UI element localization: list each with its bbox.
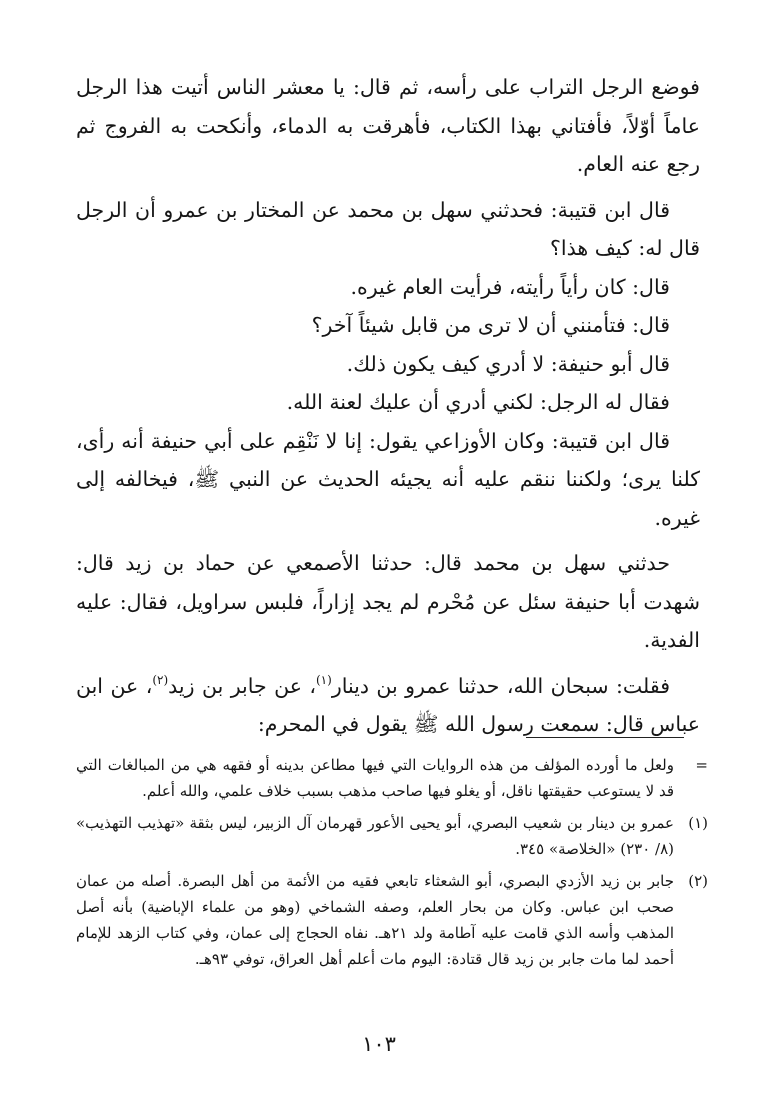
footnote-continued <box>76 752 708 804</box>
footnote-2 <box>76 868 708 972</box>
paragraph: فقال له الرجل: لكني أدري أن عليك لعنة الله. <box>286 390 670 414</box>
main-text <box>76 68 700 744</box>
paragraph-text: ، عن ابن عباس قال: سمعت رسول الله ﷺ يقول في المحرم: <box>76 673 700 736</box>
footnote-ref-2[interactable]: (٢) <box>152 672 169 687</box>
footnote-mark: (١) <box>688 814 708 832</box>
paragraph: قال ابن قتيبة: وكان الأوزاعي يقول: إنا لا نَنْقِم على أبي حنيفة أنه رأى، كلنا يرى؛ ولكننا ننقم عليه أنه يجيئه الحديث عن النبي ﷺ، فيخالفه إلى غيره. <box>76 428 700 530</box>
paragraph-text: فقلت: سبحان الله، حدثنا عمرو بن دينار <box>331 673 670 698</box>
paragraph: قال: كان رأياً رأيته، فرأيت العام غيره. <box>350 274 670 299</box>
paragraph: فوضع الرجل التراب على رأسه، ثم قال: يا معشر الناس أتيت هذا الرجل عاماً أوّلاً، فأفتاني بهذا الكتاب، فأهرقت به الدماء، وأنكحت به الفروج ثم رجع عنه العام. <box>76 75 700 176</box>
footnote-mark: = <box>695 756 708 774</box>
footnote-separator <box>526 737 684 738</box>
paragraph: حدثني سهل بن محمد قال: حدثنا الأصمعي عن حماد بن زيد قال: شهدت أبا حنيفة سئل عن مُحْرم لم يجد إزاراً، فلبس سراويل، فقال: عليه الفدية. <box>76 551 700 652</box>
paragraph: قال ابن قتيبة: فحدثني سهل بن محمد عن المختار بن عمرو أن الرجل قال له: كيف هذا؟ <box>76 197 700 260</box>
footnote-1 <box>76 810 708 862</box>
footnotes <box>76 752 708 978</box>
paragraph-text: ، عن جابر بن زيد <box>168 673 316 698</box>
paragraph: قال: فتأمنني أن لا ترى من قابل شيئاً آخر؟ <box>311 313 670 337</box>
footnote-text: ولعل ما أورده المؤلف من هذه الروايات التي فيها مطاعن بدينه أو فقهه هي من المبالغات التي قد لا يستوعب حقيقتها ناقل، أو يغلو فيها صاحب مذهب بسبب خلاف علمي، والله أعلم. <box>76 756 674 800</box>
page-number: ١٠٣ <box>362 1032 396 1056</box>
footnote-mark: (٢) <box>688 872 708 890</box>
paragraph: قال أبو حنيفة: لا أدري كيف يكون ذلك. <box>346 351 670 376</box>
footnote-text: جابر بن زيد الأزدي البصري، أبو الشعثاء تابعي فقيه من الأئمة من أهل البصرة. أصله من عمان صحب ابن عباس. وكان من بحار العلم، وصفه الشماخي (وهو من علماء الإباضية) بأنه أصل المذهب وأسه الذي قامت عليه آطامة ولد ٢١هـ. نفاه الحجاج إلى عمان، وفي كتاب الزهد للإمام أحمد لما مات جابر بن زيد قال قتادة: اليوم مات أعلم أهل العراق، توفي ٩٣هـ. <box>76 872 674 968</box>
paragraph <box>76 667 700 744</box>
footnote-ref-1[interactable]: (١) <box>315 672 332 687</box>
footnote-text: عمرو بن دينار بن شعيب البصري، أبو يحيى الأعور قهرمان آل الزبير، ليس بثقة «تهذيب التهذيب» (٨/ ٢٣٠) «الخلاصة» ٣٤٥. <box>76 814 674 858</box>
